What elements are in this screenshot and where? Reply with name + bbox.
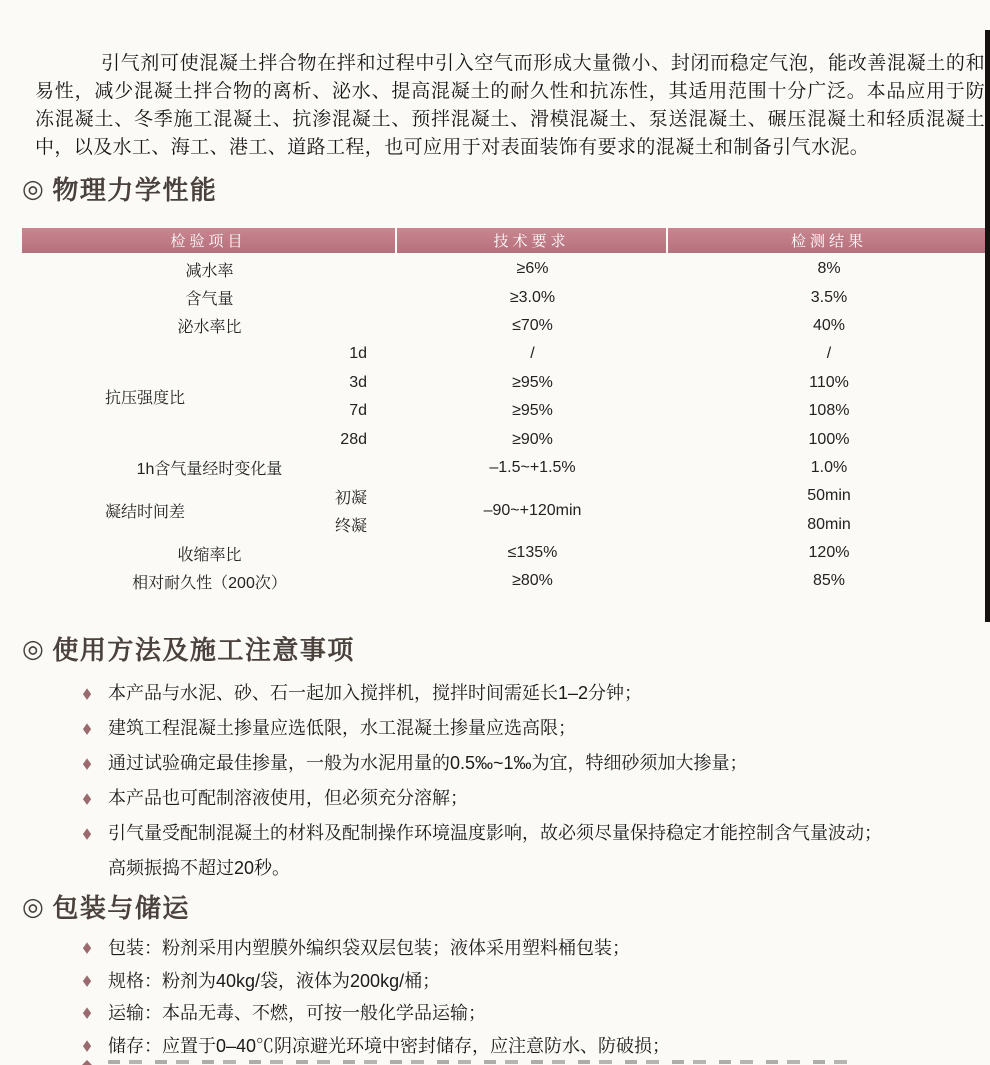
table-row (22, 539, 990, 567)
diamond-bullet-icon: ◆ (82, 971, 92, 989)
truncated-text-fragments (108, 1060, 858, 1064)
list-item (78, 676, 958, 711)
cell-requirement: / (530, 345, 535, 363)
cell-requirement: ≥95% (512, 373, 553, 391)
list-item-text: 建筑工程混凝土掺量应选低限，水工混凝土掺量应选高限； (108, 718, 576, 738)
group-requirement-setting-time: –90~+120min (483, 501, 582, 519)
cell-item: 减水率 (185, 262, 234, 280)
diamond-bullet-icon: ◆ (82, 685, 92, 702)
diamond-bullet-icon (82, 1060, 92, 1065)
cell-result: 3.5% (810, 288, 848, 306)
list-item (78, 965, 958, 998)
cell-age: 7d (349, 402, 367, 420)
list-item-text: 本产品也可配制溶液使用，但必须充分溶解； (108, 788, 468, 808)
double-circle-icon: ◎ (22, 892, 46, 921)
section-heading-packing (22, 888, 190, 925)
diamond-bullet-icon: ◆ (82, 939, 92, 956)
cell-requirement: ≥3.0% (509, 288, 556, 306)
cell-item: 泌水率比 (177, 319, 242, 337)
section-title: 包装与储运 (52, 893, 190, 923)
list-item-text: 规格：粉剂为40kg/袋，液体为200kg/桶； (108, 970, 441, 991)
list-item (78, 816, 958, 886)
double-circle-icon: ◎ (22, 174, 46, 203)
section-heading-usage (22, 630, 355, 667)
diamond-bullet-icon: ◆ (82, 1036, 92, 1054)
list-item (78, 781, 958, 816)
list-item-text: 通过试验确定最佳掺量，一般为水泥用量的0.5‰~1‰为宜，特细砂须加大掺量； (108, 753, 748, 773)
table-header-result: 检测结果 (668, 228, 990, 253)
cell-result: 8% (817, 260, 841, 278)
cell-item: 相对耐久性（200次） (132, 574, 287, 592)
group-label-compressive-strength: 抗压强度比 (104, 390, 185, 408)
list-item (78, 746, 958, 781)
cell-result: 85% (812, 572, 846, 590)
cell-stage: 终凝 (334, 518, 367, 536)
table-header-requirement: 技术要求 (397, 228, 668, 253)
cell-age: 28d (340, 430, 367, 448)
diamond-bullet-icon: ◆ (82, 1004, 92, 1021)
list-item-text: 储存：应置于0–40℃阴凉避光环境中密封储存，应注意防水、防破损； (108, 1035, 671, 1056)
diamond-bullet-icon: ◆ (82, 755, 92, 772)
cell-requirement: ≥80% (512, 572, 553, 590)
diamond-bullet-icon: ◆ (82, 720, 92, 737)
cell-item: 含气量 (185, 291, 234, 309)
cell-result: 120% (808, 544, 850, 562)
table-row (22, 312, 990, 340)
list-item (78, 997, 958, 1030)
cell-result: 1.0% (810, 458, 848, 476)
packing-bullet-list (78, 932, 958, 1062)
cell-item: 收缩率比 (177, 546, 242, 564)
list-item (78, 711, 958, 746)
cell-requirement: ≤70% (512, 316, 553, 334)
list-item-text: 包装：粉剂采用内塑膜外编织袋双层包装；液体采用塑料桶包装； (108, 938, 630, 958)
cell-age: 3d (349, 373, 367, 391)
cell-result: 50min (807, 487, 851, 505)
cell-requirement: –1.5~+1.5% (489, 458, 576, 476)
section-title: 使用方法及施工注意事项 (52, 635, 355, 665)
table-body (22, 255, 990, 596)
list-item-line2: 高频振捣不超过20秒。 (108, 858, 291, 878)
table-row (22, 283, 990, 311)
cell-requirement: ≤135% (507, 544, 558, 562)
list-item-text: 运输：本品无毒、不燃，可按一般化学品运输； (108, 1003, 486, 1023)
table-row (22, 255, 990, 283)
cell-result: 100% (808, 430, 850, 448)
intro-paragraph: 引气剂可使混凝土拌合物在拌和过程中引入空气而形成大量微小、封闭而稳定气泡，能改善混凝土的和易性，减少混凝土拌合物的离析、泌水、提高混凝土的耐久性和抗冻性，其适用范围十分广泛。本品应用于防冻混凝土、冬季施工混凝土、抗渗混凝土、预拌混凝土、滑模混凝土、泵送混凝土、碾压混凝土和轻质混凝土中，以及水工、海工、港工、道路工程，也可应用于对表面装饰有要求的混凝土和制备引气水泥。 (35, 53, 985, 158)
section-title: 物理力学性能 (52, 175, 218, 205)
cell-requirement: ≥95% (512, 402, 553, 420)
usage-bullet-list (78, 676, 958, 886)
cell-result: 108% (808, 402, 850, 420)
double-circle-icon: ◎ (22, 634, 46, 663)
truncated-bottom-row (78, 1056, 888, 1065)
table-header-row (22, 228, 990, 253)
cell-age: 1d (349, 345, 367, 363)
cell-requirement: ≥6% (516, 260, 549, 278)
list-item-line1: 引气量受配制混凝土的材料及配制操作环境温度影响，故必须尽量保持稳定才能控制含气量波动； (108, 823, 882, 843)
list-item-text: 本产品与水泥、砂、石一起加入搅拌机，搅拌时间需延长1–2分钟； (108, 683, 643, 703)
properties-table (22, 228, 990, 596)
table-row (22, 567, 990, 595)
group-label-setting-time: 凝结时间差 (104, 504, 185, 522)
table-header-item: 检验项目 (22, 228, 397, 253)
section-heading-physical (22, 170, 217, 207)
diamond-bullet-icon: ◆ (82, 790, 92, 807)
cell-result: 110% (809, 373, 849, 391)
cell-item: 1h含气量经时变化量 (136, 461, 283, 479)
cell-result: / (826, 345, 832, 363)
diamond-bullet-icon: ◆ (82, 825, 92, 842)
list-item-text (108, 816, 882, 886)
cell-result: 80min (807, 515, 851, 533)
cell-result: 40% (812, 316, 846, 334)
cell-requirement: ≥90% (512, 430, 553, 448)
cell-stage: 初凝 (334, 489, 367, 507)
scan-edge-artifact (985, 30, 990, 622)
table-row (22, 454, 990, 482)
list-item (78, 932, 958, 965)
